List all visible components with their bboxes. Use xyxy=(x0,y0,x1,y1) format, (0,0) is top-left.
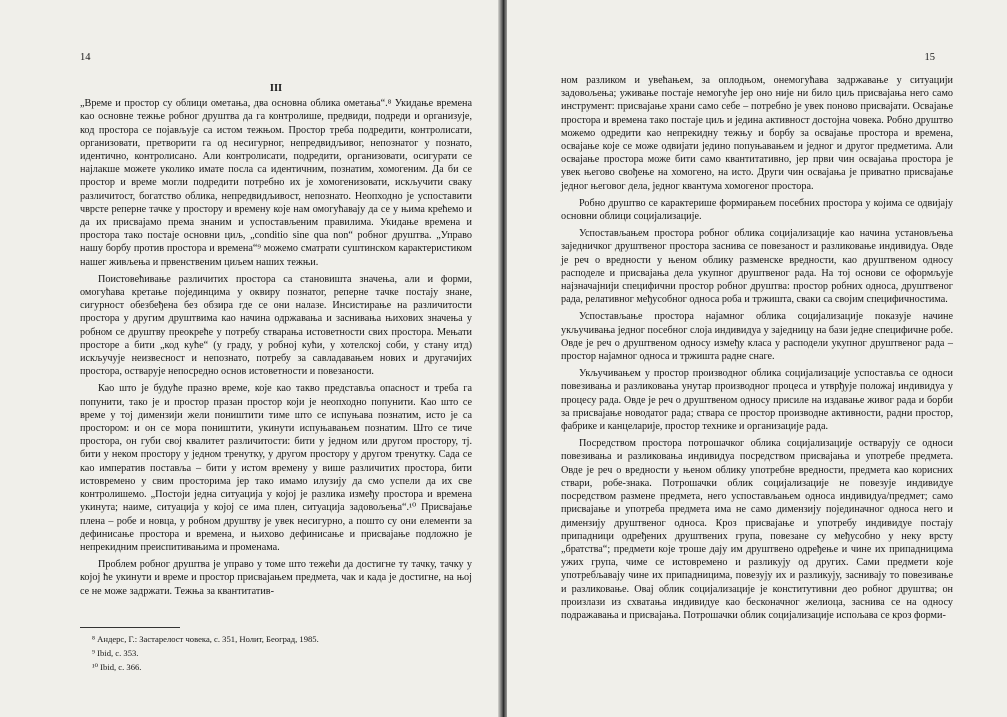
footnote: ⁸ Андерс, Г.: Застарелост човека, с. 351, Нолит, Београд, 1985. xyxy=(92,634,319,644)
right-text-block xyxy=(561,74,953,626)
paragraph: Проблем робног друштва је управо у томе што тежећи да достигне ту тачку, тачку у којој ће укинути и време и простор присвајањем предмета, чак и када је достигне, на њој се не може задржати. Тежња за квантитатив- xyxy=(80,559,472,597)
section-heading: III xyxy=(269,83,283,94)
paragraph: ном разликом и увећањем, за оплодњом, онемогућава задржавање у ситуацији задовољења; уживање постаје немогуће јер оно није ни било циљ присвајања него само инструмент: присвајање храни само себе – потребно је увек поново присвајати. Освајање простора и времена тако постаје циљ и једина активност достојна човека. Робно друштво можемо одредити као непрекидну тежњу и борбу за освајање простора и времена, освајање које се може одвијати једино попуњавањем и једног и другог предметима. Али освајање простора може бити само квантитативно, јер први чин освајања простора је увек његово свођење на хомогено, на исто. Други чин освајања је приватно присвајање једног његовог дела, једног квантума хомогеног простора. xyxy=(561,75,953,192)
paragraph: „Време и простор су облици ометања, два основна облика ометања“.⁸ Укидање времена као основне тежње робног друштва да га контролише, предвиди, подреди и организује, код простора се појављује са истом тежњом. Простор треба подредити, контролисати, организовати, претворити га од несигурног, непредвидљивог, непознатог у познато, идентично, контролисано. Али контролисати, подредити, организовати, осигурати се најлакше можете уколико имате посла са идентичним, познатим, хомогеним. Да би се простор и време могли подредити потребно их је хомогенизовати, искључити сваку различитост, богатство облика, непредвидљивост, непознато. Неопходно је успоставити чврсте реперне тачке у простору и времену које нам омогућавају да се у њима крећемо и да их присвајамо према знаним и успостављеним правилима. Укидање времена и простора тако постаје основни циљ, „conditio sine qua non“ робног друштва. „Управо нашу борбу против простора и времена“⁹ можемо сматрати суштинском карактеристиком нашег живљења и првенственим циљем наших тежњи. xyxy=(80,98,472,268)
right-page xyxy=(507,0,1007,717)
paragraph: Укључивањем у простор производног облика социјализације успоставља се односи повезивања и разликовања унутар производног процеса и утврђује положај индивидуа у процесу рада. Овде је реч о друштвеном односу присиле на издавање живог рада и борби за присвајање новодатог рада; ствара се простор производне активности, радни простор, фабрике и канцеларије, простор технике и организације рада. xyxy=(561,368,953,433)
paragraph: Као што је будуће празно време, које као такво представља опасност и треба га попунити, тако је и простор празан простор који је неопходно попунити. Као што се време у тој димензији жели поништити тиме што се испуњава познатим, исто је са простором: и он се мора поништити, укинути испуњавањем познатим. Што се тиче простора, он губи свој квалитет различитости: бити у једном или другом простору, тј. бити у неком простору у једном тренутку, у другом простору у другом тренутку. Сада се као императив поставља – бити у истом времену у више различитих простора, бити истовремено у свим просторима јер тако имамо илузију да смо успели да их све контролишемо. „Постоји једна ситуација у којој је разлика између простора и времена укинута; наиме, ситуација у којој се има плен, ситуација задовољења“.¹⁰ Присвајање плена – робе и новца, у робном друштву је увек несигурно, а пошто су они елементи за дефинисање простора и времена, и њихово дефинисање и присвајање подложно је непрекидним преиспитивањима и променама. xyxy=(80,383,472,553)
paragraph: Успостављањем простора робног облика социјализације као начина установљења заједничког друштвеног простора заснива се повезаност и разликовање индивидуа. Овде је реч о вредности у њеном облику разменске вредности, као друштвеном односу расподеле и присвајања дела укупног друштвеног рада. На тој основи се оформљује најзначајнији специфични простор робног друштва: простор робних односа, друштвеног рада, релативног међусобног односа роба и тржишта, сваки са својим специфичностима. xyxy=(561,228,953,306)
paragraph: Поистовећивање различитих простора са становишта значења, али и форми, омогућава кретање појединцима у оквиру познатог, реперне тачке постају знане, сигурност обезбеђена без обзира где се они налазе. Инсистирање на различитости простора у другим друштвима као начина одржавања и заснивања њихових значења у робном се друштву преокреће у потребу стварања истоветности свих простора. Мењати просторе а бити „код куће“ (у граду, у робној кући, у хотелској соби, у стану итд) искључује неизвесност и непознато, потребу за савладавањем нових и другачијих простора, остварује непосредно основ истоветности и повезаности. xyxy=(80,273,472,378)
paragraph: Посредством простора потрошачког облика социјализације остварују се односи повезивања и разликовања индивидуа посредством присвајања и употребе предмета. Овде је реч о вредности у њеном облику употребне вредности, предмета као корисних ствари, робе-знака. Потрошачки облик социјализације не повезује индивидуе посредством размене предмета, него успостављањем односа индивидуа/предмет; само присвајање и употреба предмета има не само димензију појединачног односа него и димензију друштвеног односа. Кроз присвајање и употребу индивидуе постају припадници одређених друштвених група, повезане су међусобно у неку врсту „братства“; предмети које троше дају им друштвено одређење и чине их припадницима ужих група, чиме се истовремено и разликују од других. Сами предмети које употребљавају чине их припадницима, повезују их и разликују, заснивају то повезивање и разликовање. Овај облик социјализације је конститутивни део робног друштва; он произлази из схватања индивидуе као бесконачног желиоца, заснива се на односу подражавања и присвајања. Потрошачки облик социјализације испољава се кроз форми- xyxy=(561,438,953,621)
right-page-number: 15 xyxy=(924,52,935,63)
footnote: ⁹ Ibid, с. 353. xyxy=(92,648,139,658)
paragraph: Робно друштво се карактерише формирањем посебних простора у којима се одвијају основни облици социјализације. xyxy=(561,197,953,223)
left-page-number: 14 xyxy=(80,52,91,63)
left-text-block xyxy=(80,76,472,602)
footnote-divider xyxy=(80,627,180,628)
footnote: ¹⁰ Ibid, с. 366. xyxy=(92,662,142,672)
footnotes xyxy=(80,632,472,674)
paragraph: Успостављање простора најамног облика социјализације показује начине укључивања једног посебног слоја индивидуа у заједницу на бази једне специфичне робе. Овде је реч о друштвеном односу између класа у расподели укупног друштвеног рада – простор најамног односа и тржишта радне снаге. xyxy=(561,311,953,363)
left-page xyxy=(0,0,500,717)
